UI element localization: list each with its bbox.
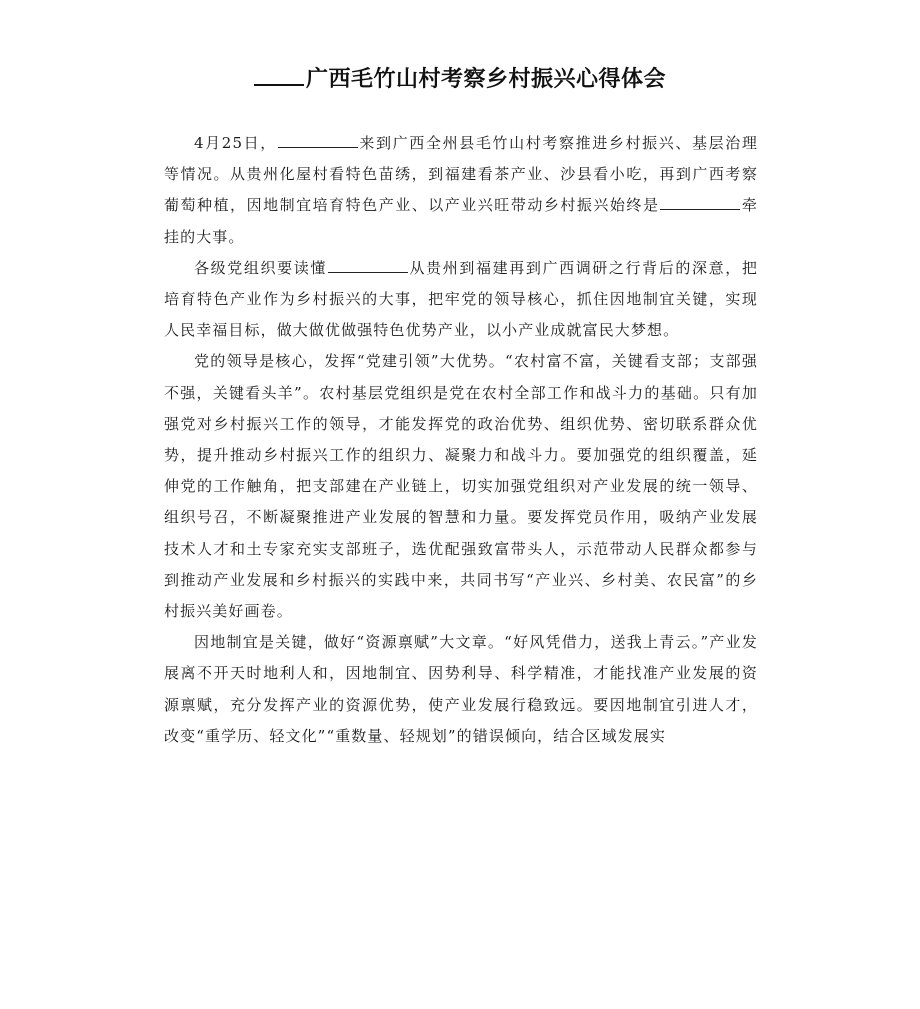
fill-blank [328, 257, 408, 273]
paragraph-4: 因地制宜是关键，做好“资源禀赋”大文章。“好风凭借力，送我上青云。”产业发展离不开天时地利人和，因地制宜、因势利导、科学精准，才能找准产业发展的资源禀赋，充分发挥产业的资源优势，使产业发展行稳致远。要因地制宜引进人才，改变“重学历、轻文化”“重数量、轻规划”的错误倾向，结合区域发展实 [164, 633, 758, 745]
document-title-text: 广西毛竹山村考察乡村振兴心得体会 [305, 67, 666, 92]
paragraph-1-text-b: 来到广西全州县毛竹山村考察推进乡村振兴、基层治理等情况。从贵州化屋村看特色苗绣，到福建看茶产业、沙县看小吃，再到广西考察葡萄种植，因地制宜培育特色产业、以产业兴旺带动乡村振兴始终是 [164, 134, 759, 215]
paragraph-1 [164, 128, 758, 253]
paragraph-3: 党的领导是核心，发挥“党建引领”大优势。“农村富不富，关键看支部；支部强不强，关键看头羊”。农村基层党组织是党在农村全部工作和战斗力的基础。只有加强党对乡村振兴工作的领导，才能发挥党的政治优势、组织优势、密切联系群众优势，提升推动乡村振兴工作的组织力、凝聚力和战斗力。要加强党的组织覆盖，延伸党的工作触角，把支部建在产业链上，切实加强党组织对产业发展的统一领导、组织号召，不断凝聚推进产业发展的智慧和力量。要发挥党员作用，吸纳产业发展技术人才和土专家充实支部班子，选优配强致富带头人，示范带动人民群众都参与到推动产业发展和乡村振兴的实践中来，共同书写“产业兴、乡村美、农民富”的乡村振兴美好画卷。 [164, 352, 758, 621]
title-fill-blank [254, 64, 304, 86]
paragraph-1-text-c: 牵挂的大事。 [164, 196, 758, 246]
paragraph-2-text-a: 各级党组织要读懂 [194, 258, 327, 277]
paragraph-2-text-b: 从贵州到福建再到广西调研之行背后的深意，把培育特色产业作为乡村振兴的大事，把牢党的领导核心，抓住因地制宜关键，实现人民幸福目标，做大做优做强特色优势产业，以小产业成就富民大梦想。 [164, 258, 758, 340]
fill-blank [660, 194, 740, 210]
paragraph-1-text-a: 4月25日， [194, 134, 277, 152]
fill-blank [278, 132, 358, 148]
paragraph-2 [164, 253, 758, 347]
document-body [164, 128, 758, 752]
document-title [0, 64, 920, 95]
